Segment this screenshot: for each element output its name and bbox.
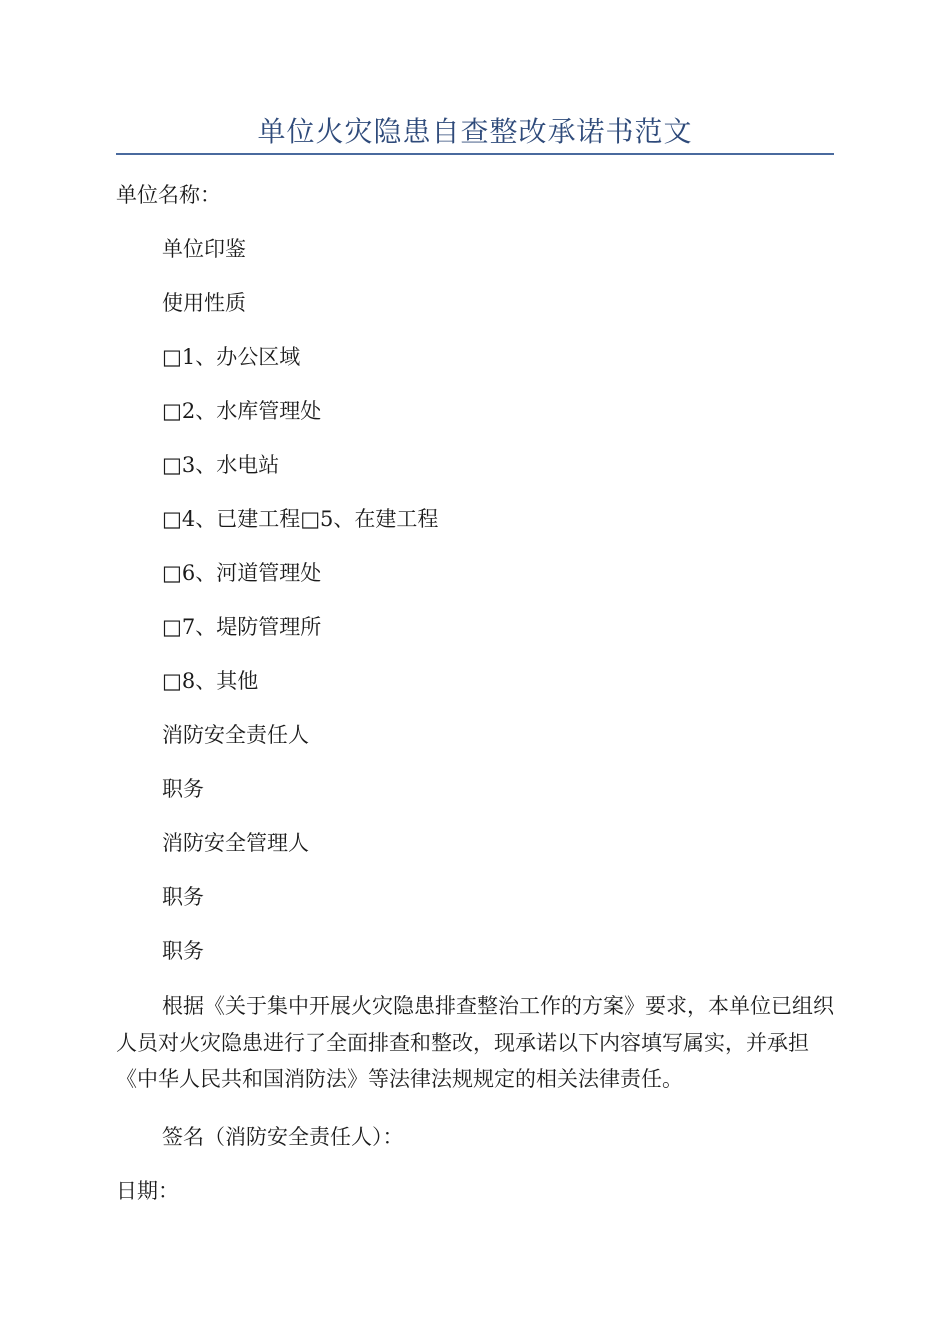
usage-label: 使用性质	[162, 291, 246, 315]
usage-option-hydropower: □3、水电站	[162, 453, 280, 477]
usage-option-embankment: □7、堤防管理所	[162, 615, 322, 639]
safety-responsible-label: 消防安全责任人	[162, 723, 309, 747]
safety-manager-label: 消防安全管理人	[162, 831, 309, 855]
signature-label: 签名（消防安全责任人）：	[162, 1125, 404, 1149]
usage-option-reservoir: □2、水库管理处	[162, 399, 322, 423]
position-label: 职务	[162, 777, 204, 801]
usage-option-office: □1、办公区域	[162, 345, 301, 369]
unit-seal-label: 单位印鉴	[162, 237, 246, 261]
usage-option-other: □8、其他	[162, 669, 259, 693]
position-label: 职务	[162, 885, 204, 909]
document-title: 单位火灾隐患自查整改承诺书范文	[257, 115, 693, 148]
unit-name-label: 单位名称：	[116, 183, 221, 207]
title-underline	[116, 153, 834, 155]
commitment-paragraph: 根据《关于集中开展火灾隐患排查整治工作的方案》要求，本单位已组织人员对火灾隐患进行了全面排查和整改，现承诺以下内容填写属实，并承担《中华人民共和国消防法》等法律法规规定的相关法律责任。	[116, 994, 834, 1091]
date-label: 日期：	[116, 1179, 179, 1203]
usage-option-projects: □4、已建工程□5、在建工程	[162, 507, 439, 531]
position-label: 职务	[162, 939, 204, 963]
usage-option-river: □6、河道管理处	[162, 561, 322, 585]
